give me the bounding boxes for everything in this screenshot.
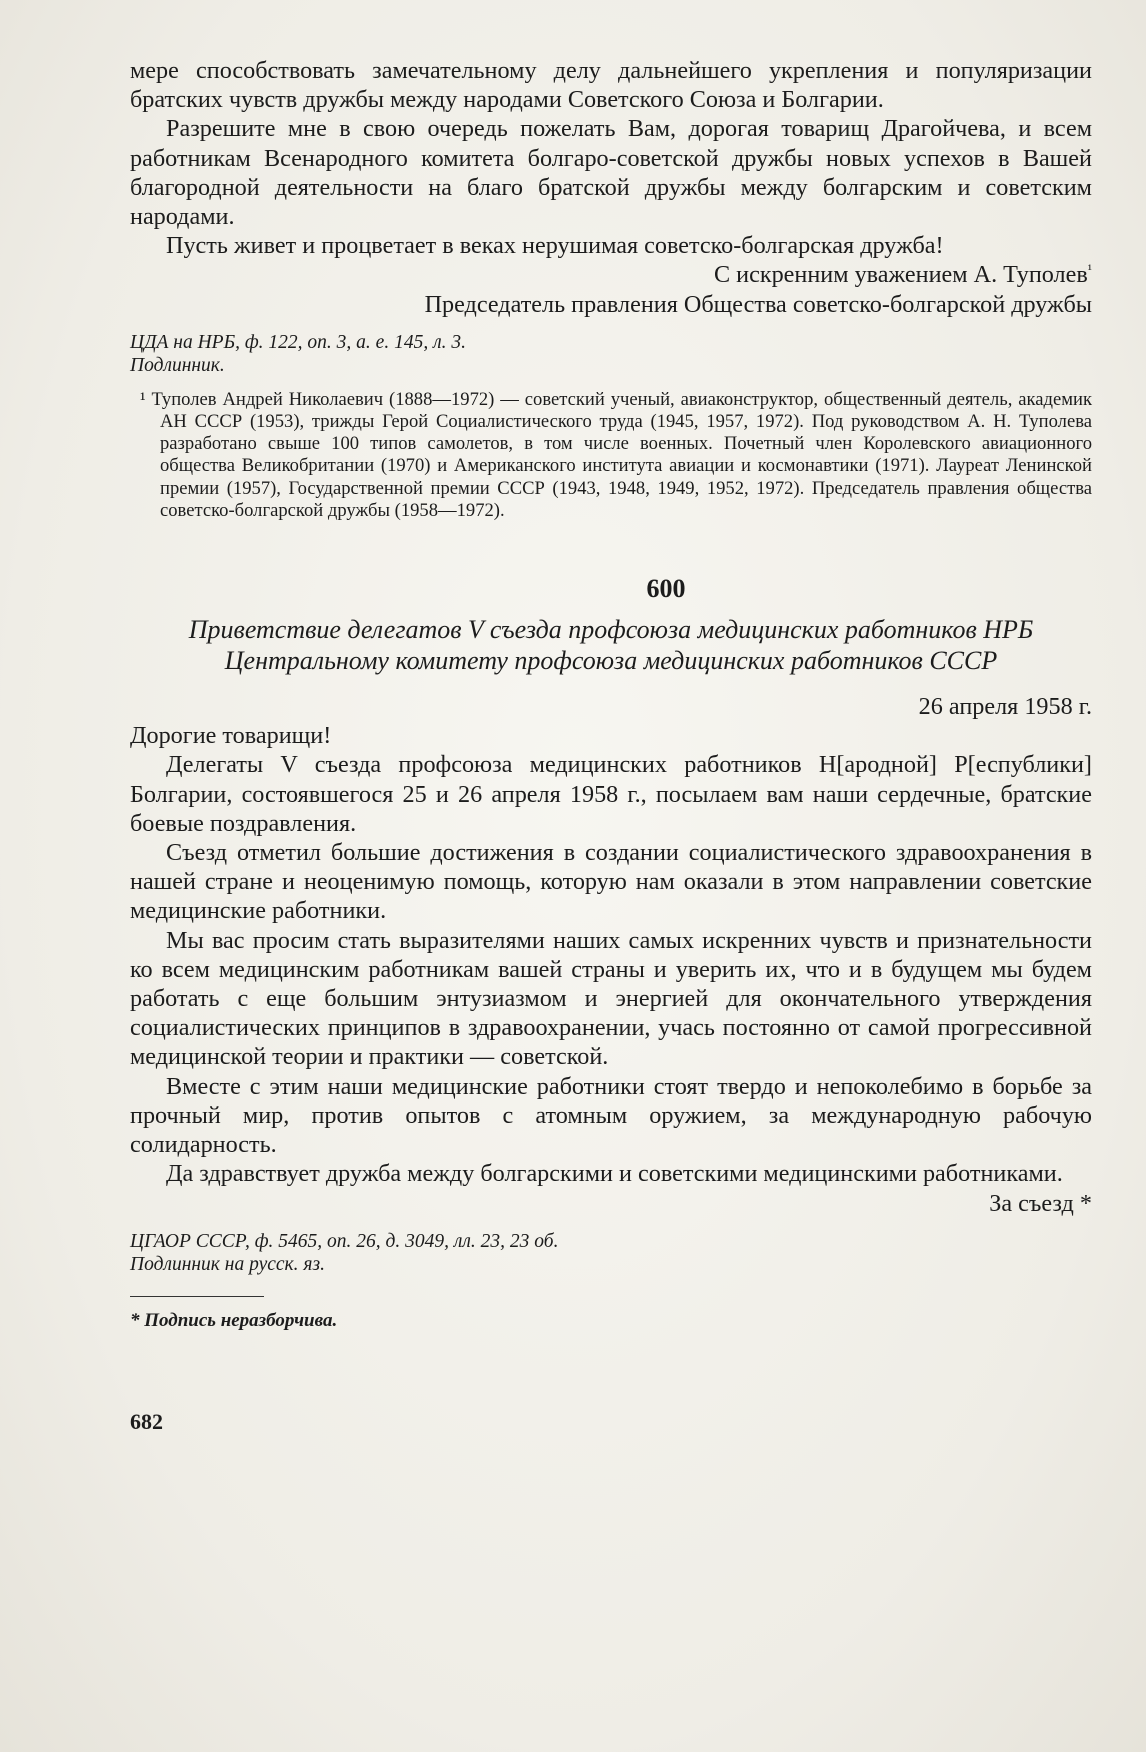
original-note: Подлинник на русск. яз. xyxy=(130,1253,325,1275)
signer-position: Председатель правления Общества советско-болгарской дружбы xyxy=(424,290,1092,318)
paragraph: Съезд отметил большие достижения в создании социалистического здравоохранения в нашей стране и неоценимую помощь, которую нам оказали в этом направлении советские медицинские работники. xyxy=(130,839,1092,925)
archive-source: ЦГАОР СССР, ф. 5465, оп. 26, д. 3049, лл. 23, 23 об. xyxy=(130,1230,559,1252)
closing-line xyxy=(130,260,1092,289)
paragraph: Мы вас просим стать выразителями наших самых искренних чувств и признательности ко всем медицинским работникам вашей страны и уверить их, что и в будущем мы будем работать с еще большим энтузиазмом и энергией для окончательного утверждения социалистических принципов в здравоохранении, учась постоянно от самой прогрессивной медицинской теории и практики — советской. xyxy=(130,926,1092,1071)
footnote-ref: ¹ xyxy=(1087,263,1092,279)
text-column xyxy=(130,56,1092,1435)
original-note: Подлинник. xyxy=(130,354,225,376)
footnote-divider xyxy=(130,1296,264,1297)
archive-source: ЦДА на НРБ, ф. 122, оп. 3, а. е. 145, л. 3. xyxy=(130,331,466,353)
document-title: Приветствие делегатов V съезда профсоюза медицинских работников НРБ Центральному комитету профсоюза медицинских работников СССР xyxy=(188,615,1034,676)
closing-text: С искренним уважением А. Туполев xyxy=(713,261,1088,289)
paragraph: Делегаты V съезда профсоюза медицинских работников Н[ародной] Р[еспублики] Болгарии, состоявшегося 25 и 26 апреля 1958 г., посылаем вам наши сердечные, братские боевые поздравления. xyxy=(130,751,1092,837)
paragraph: Пусть живет и процветает в веках нерушимая советско-болгарская дружба! xyxy=(166,232,944,260)
page-number: 682 xyxy=(130,1408,163,1434)
signature: За съезд * xyxy=(989,1189,1092,1217)
document-number: 600 xyxy=(646,574,686,604)
footnote-mark: ¹ xyxy=(140,388,146,410)
document-date: 26 апреля 1958 г. xyxy=(918,693,1092,721)
paragraph: мере способствовать замечательному делу дальнейшего укрепления и популяризации братских чувств дружбы между народами Советского Союза и Болгарии. xyxy=(130,57,1092,114)
paragraph: Разрешите мне в свою очередь пожелать Вам, дорогая товарищ Драгойчева, и всем работникам Всенародного комитета болгаро-советской дружбы новых успехов в Вашей благородной деятельности на благо братской дружбы между болгарским и советским народами. xyxy=(130,115,1092,231)
paragraph: Вместе с этим наши медицинские работники стоят твердо и непоколебимо в борьбе за прочный мир, против опытов с атомным оружием, за международную рабочую солидарность. xyxy=(130,1072,1092,1159)
paragraph: Да здравствует дружба между болгарскими и советскими медицинскими работниками. xyxy=(166,1160,1063,1188)
greeting: Дорогие товарищи! xyxy=(130,722,332,750)
footnote-text: Туполев Андрей Николаевич (1888—1972) — советский ученый, авиаконструктор, общественный деятель, академик АН СССР (1953), трижды Герой Социалистического труда (1945, 1957, 1972). Под руководством А. Н. Туполева разработано свыше 100 типов самолетов, в том числе военных. Почетный член Королевского авиационного общества Великобритании (1970) и Американского института авиации и космонавтики (1971). Лауреат Ленинской премии (1957), Государственной премии СССР (1943, 1948, 1949, 1952, 1972). Председатель правления общества советско-болгарской дружбы (1958—1972). xyxy=(151,388,1092,521)
footnote xyxy=(130,389,1092,522)
footnote: * Подпись неразборчива. xyxy=(130,1309,338,1331)
